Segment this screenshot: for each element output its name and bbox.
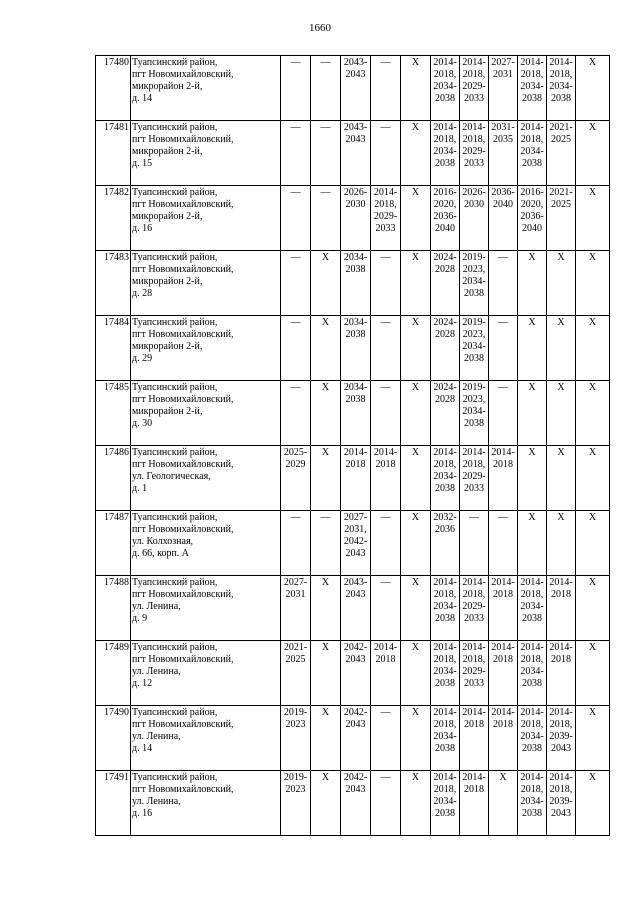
schedule-cell: — [371,771,401,836]
table-row [96,251,610,316]
schedule-cell: 2042- 2043 [341,706,371,771]
schedule-cell: Х [311,641,341,706]
schedule-cell: — [281,316,311,381]
schedule-cell: 2014- 2018, 2034- 2038 [518,771,547,836]
schedule-cell: Х [518,381,547,446]
schedule-cell: 2014- 2018, 2034- 2038 [431,446,460,511]
schedule-cell: 2016- 2020, 2036- 2040 [518,186,547,251]
schedule-cell: 2014- 2018, 2034- 2038 [431,576,460,641]
address-line: пгт Новомихайловский, [132,524,234,535]
schedule-cell: — [371,121,401,186]
schedule-cell: 2014- 2018 [460,706,489,771]
schedule-cell: Х [489,771,518,836]
schedule-cell: Х [401,56,431,121]
schedule-cell: 2014- 2018 [371,446,401,511]
schedule-cell: — [371,511,401,576]
schedule-cell: 2014- 2018 [547,641,576,706]
schedule-cell: 2027- 2031 [489,56,518,121]
table-row [96,56,610,121]
schedule-cell: — [489,316,518,381]
address-line: Туапсинский район, [132,122,218,133]
schedule-cell: 2016- 2020, 2036- 2040 [431,186,460,251]
schedule-cell: 2014- 2018, 2029- 2033 [460,576,489,641]
address-line: пгт Новомихайловский, [132,394,234,405]
address-line: ул. Геологическая, [132,471,211,482]
address-line: пгт Новомихайловский, [132,264,234,275]
schedule-cell: 2025- 2029 [281,446,311,511]
schedule-cell: 2014- 2018, 2034- 2038 [518,576,547,641]
schedule-cell: 2019- 2023, 2034- 2038 [460,316,489,381]
schedule-cell: 2034- 2038 [341,381,371,446]
schedule-cell: 2014- 2018 [371,641,401,706]
row-number: 17484 [96,316,131,381]
table-row [96,511,610,576]
address-line: микрорайон 2-й, [132,341,203,352]
schedule-cell: Х [576,511,610,576]
schedule-cell: Х [576,186,610,251]
schedule-cell: 2024- 2028 [431,316,460,381]
schedule-cell: Х [547,511,576,576]
schedule-cell: 2019- 2023, 2034- 2038 [460,251,489,316]
schedule-cell: Х [576,446,610,511]
schedule-cell: — [489,251,518,316]
schedule-cell: Х [576,381,610,446]
schedule-cell: Х [576,251,610,316]
schedule-cell: Х [576,771,610,836]
schedule-cell: — [311,186,341,251]
row-number: 17491 [96,771,131,836]
schedule-cell: 2014- 2018 [489,576,518,641]
table-row [96,446,610,511]
schedule-cell: — [281,56,311,121]
schedule-cell: 2014- 2018, 2034- 2038 [518,641,547,706]
schedule-cell: 2014- 2018, 2034- 2038 [431,121,460,186]
address-line: д. 30 [132,418,153,429]
address-line: микрорайон 2-й, [132,211,203,222]
schedule-cell: 2014- 2018, 2039- 2043 [547,706,576,771]
schedule-cell: 2014- 2018, 2039- 2043 [547,771,576,836]
address-line: Туапсинский район, [132,187,218,198]
row-number: 17486 [96,446,131,511]
schedule-cell: Х [401,706,431,771]
schedule-cell: 2014- 2018 [547,576,576,641]
address-line: д. 1 [132,483,148,494]
schedule-cell: Х [518,316,547,381]
schedule-cell: 2014- 2018, 2034- 2038 [518,121,547,186]
schedule-cell: — [489,381,518,446]
address-cell [131,56,281,121]
address-line: д. 14 [132,93,153,104]
address-line: д. 28 [132,288,153,299]
address-cell [131,771,281,836]
address-cell [131,251,281,316]
schedule-cell: Х [518,251,547,316]
schedule-cell: 2021- 2025 [281,641,311,706]
address-cell [131,186,281,251]
row-number: 17483 [96,251,131,316]
schedule-cell: 2014- 2018, 2034- 2038 [431,641,460,706]
table-row [96,576,610,641]
schedule-cell: Х [401,251,431,316]
schedule-cell: Х [401,576,431,641]
schedule-cell: — [311,511,341,576]
schedule-cell: — [281,251,311,316]
schedule-cell: Х [518,446,547,511]
address-line: пгт Новомихайловский, [132,134,234,145]
schedule-cell: Х [311,576,341,641]
address-line: пгт Новомихайловский, [132,589,234,600]
address-line: д. 66, корп. А [132,548,190,559]
schedule-cell: 2034- 2038 [341,316,371,381]
address-line: пгт Новомихайловский, [132,69,234,80]
schedule-cell: Х [401,186,431,251]
schedule-cell: Х [401,771,431,836]
table-row [96,121,610,186]
schedule-cell: — [281,186,311,251]
schedule-cell: 2042- 2043 [341,641,371,706]
schedule-cell: — [371,381,401,446]
schedule-cell: 2014- 2018, 2034- 2038 [518,706,547,771]
schedule-cell: Х [576,641,610,706]
schedule-cell: Х [547,316,576,381]
address-line: д. 9 [132,613,148,624]
schedule-cell: 2019- 2023, 2034- 2038 [460,381,489,446]
schedule-cell: — [371,706,401,771]
address-line: пгт Новомихайловский, [132,329,234,340]
address-line: д. 16 [132,808,153,819]
schedule-cell: — [371,316,401,381]
schedule-cell: 2014- 2018, 2029- 2033 [460,121,489,186]
schedule-cell: 2019- 2023 [281,771,311,836]
schedule-cell: Х [576,706,610,771]
address-line: Туапсинский район, [132,642,218,653]
schedule-cell: Х [518,511,547,576]
schedule-cell: 2014- 2018, 2034- 2038 [431,706,460,771]
schedule-cell: 2014- 2018, 2034- 2038 [431,56,460,121]
table-row [96,771,610,836]
schedule-cell: Х [401,381,431,446]
schedule-cell: 2014- 2018 [489,446,518,511]
row-number: 17482 [96,186,131,251]
table-row [96,186,610,251]
address-line: д. 12 [132,678,153,689]
address-cell [131,511,281,576]
schedule-cell: 2014- 2018, 2034- 2038 [431,771,460,836]
address-line: Туапсинский район, [132,382,218,393]
address-line: д. 29 [132,353,153,364]
schedule-cell: — [311,121,341,186]
schedule-cell: Х [311,251,341,316]
schedule-cell: 2027- 2031 [281,576,311,641]
address-line: микрорайон 2-й, [132,81,203,92]
schedule-cell: Х [576,121,610,186]
address-line: Туапсинский район, [132,57,218,68]
schedule-cell: 2024- 2028 [431,381,460,446]
schedule-cell: Х [547,251,576,316]
schedule-cell: Х [311,706,341,771]
address-line: микрорайон 2-й, [132,276,203,287]
schedule-cell: 2042- 2043 [341,771,371,836]
schedule-cell: 2014- 2018 [489,641,518,706]
address-line: Туапсинский район, [132,317,218,328]
schedule-cell: 2027- 2031, 2042- 2043 [341,511,371,576]
address-cell [131,121,281,186]
schedule-cell: Х [401,511,431,576]
schedule-cell: 2043- 2043 [341,576,371,641]
table-row [96,706,610,771]
schedule-cell: 2021- 2025 [547,121,576,186]
address-line: Туапсинский район, [132,252,218,263]
schedule-cell: 2014- 2018, 2029- 2033 [460,641,489,706]
schedule-cell: Х [547,446,576,511]
schedule-cell: 2034- 2038 [341,251,371,316]
schedule-cell: Х [576,576,610,641]
address-line: Туапсинский район, [132,512,218,523]
address-line: ул. Ленина, [132,601,181,612]
address-line: Туапсинский район, [132,577,218,588]
address-cell [131,381,281,446]
address-line: ул. Колхозная, [132,536,194,547]
schedule-cell: Х [401,316,431,381]
table-row [96,316,610,381]
schedule-cell: — [371,576,401,641]
schedule-cell: — [281,511,311,576]
address-line: пгт Новомихайловский, [132,459,234,470]
address-line: ул. Ленина, [132,731,181,742]
address-line: пгт Новомихайловский, [132,199,234,210]
schedule-cell: 2014- 2018, 2034- 2038 [518,56,547,121]
address-line: Туапсинский район, [132,707,218,718]
schedule-cell: Х [311,446,341,511]
schedule-cell: — [489,511,518,576]
schedule-cell: 2014- 2018, 2029- 2033 [460,446,489,511]
schedule-cell: 2014- 2018 [460,771,489,836]
schedule-cell: 2014- 2018, 2029- 2033 [371,186,401,251]
address-line: д. 14 [132,743,153,754]
schedule-cell: Х [576,316,610,381]
schedule-cell: — [460,511,489,576]
address-line: пгт Новомихайловский, [132,719,234,730]
address-line: ул. Ленина, [132,666,181,677]
schedule-cell: Х [311,381,341,446]
address-cell [131,706,281,771]
table-row [96,381,610,446]
row-number: 17481 [96,121,131,186]
schedule-cell: Х [401,641,431,706]
schedule-cell: — [281,121,311,186]
address-line: ул. Ленина, [132,796,181,807]
schedule-cell: 2014- 2018 [341,446,371,511]
row-number: 17490 [96,706,131,771]
schedule-cell: 2032- 2036 [431,511,460,576]
schedule-cell: Х [576,56,610,121]
address-cell [131,576,281,641]
schedule-cell: 2019- 2023 [281,706,311,771]
address-line: Туапсинский район, [132,772,218,783]
schedule-cell: Х [401,446,431,511]
schedule-cell: — [371,56,401,121]
schedule-cell: 2024- 2028 [431,251,460,316]
address-line: пгт Новомихайловский, [132,784,234,795]
address-line: пгт Новомихайловский, [132,654,234,665]
row-number: 17487 [96,511,131,576]
page-number: 1660 [309,22,331,34]
schedule-cell: 2014- 2018 [489,706,518,771]
schedule-cell: 2036- 2040 [489,186,518,251]
schedule-cell: 2026- 2030 [460,186,489,251]
address-line: д. 15 [132,158,153,169]
address-line: микрорайон 2-й, [132,406,203,417]
schedule-cell: Х [311,316,341,381]
address-line: д. 16 [132,223,153,234]
row-number: 17489 [96,641,131,706]
address-cell [131,446,281,511]
schedule-cell: 2014- 2018, 2034- 2038 [547,56,576,121]
schedule-cell: 2014- 2018, 2029- 2033 [460,56,489,121]
schedule-cell: — [311,56,341,121]
row-number: 17485 [96,381,131,446]
row-number: 17488 [96,576,131,641]
schedule-cell: — [371,251,401,316]
schedule-cell: 2043- 2043 [341,56,371,121]
schedule-cell: Х [311,771,341,836]
schedule-cell: — [281,381,311,446]
address-cell [131,641,281,706]
schedule-cell: 2021- 2025 [547,186,576,251]
address-cell [131,316,281,381]
table-row [96,641,610,706]
housing-repair-schedule-table [95,55,610,836]
schedule-cell: 2026- 2030 [341,186,371,251]
schedule-cell: Х [547,381,576,446]
address-line: Туапсинский район, [132,447,218,458]
row-number: 17480 [96,56,131,121]
schedule-cell: 2043- 2043 [341,121,371,186]
schedule-cell: Х [401,121,431,186]
schedule-cell: 2031- 2035 [489,121,518,186]
address-line: микрорайон 2-й, [132,146,203,157]
